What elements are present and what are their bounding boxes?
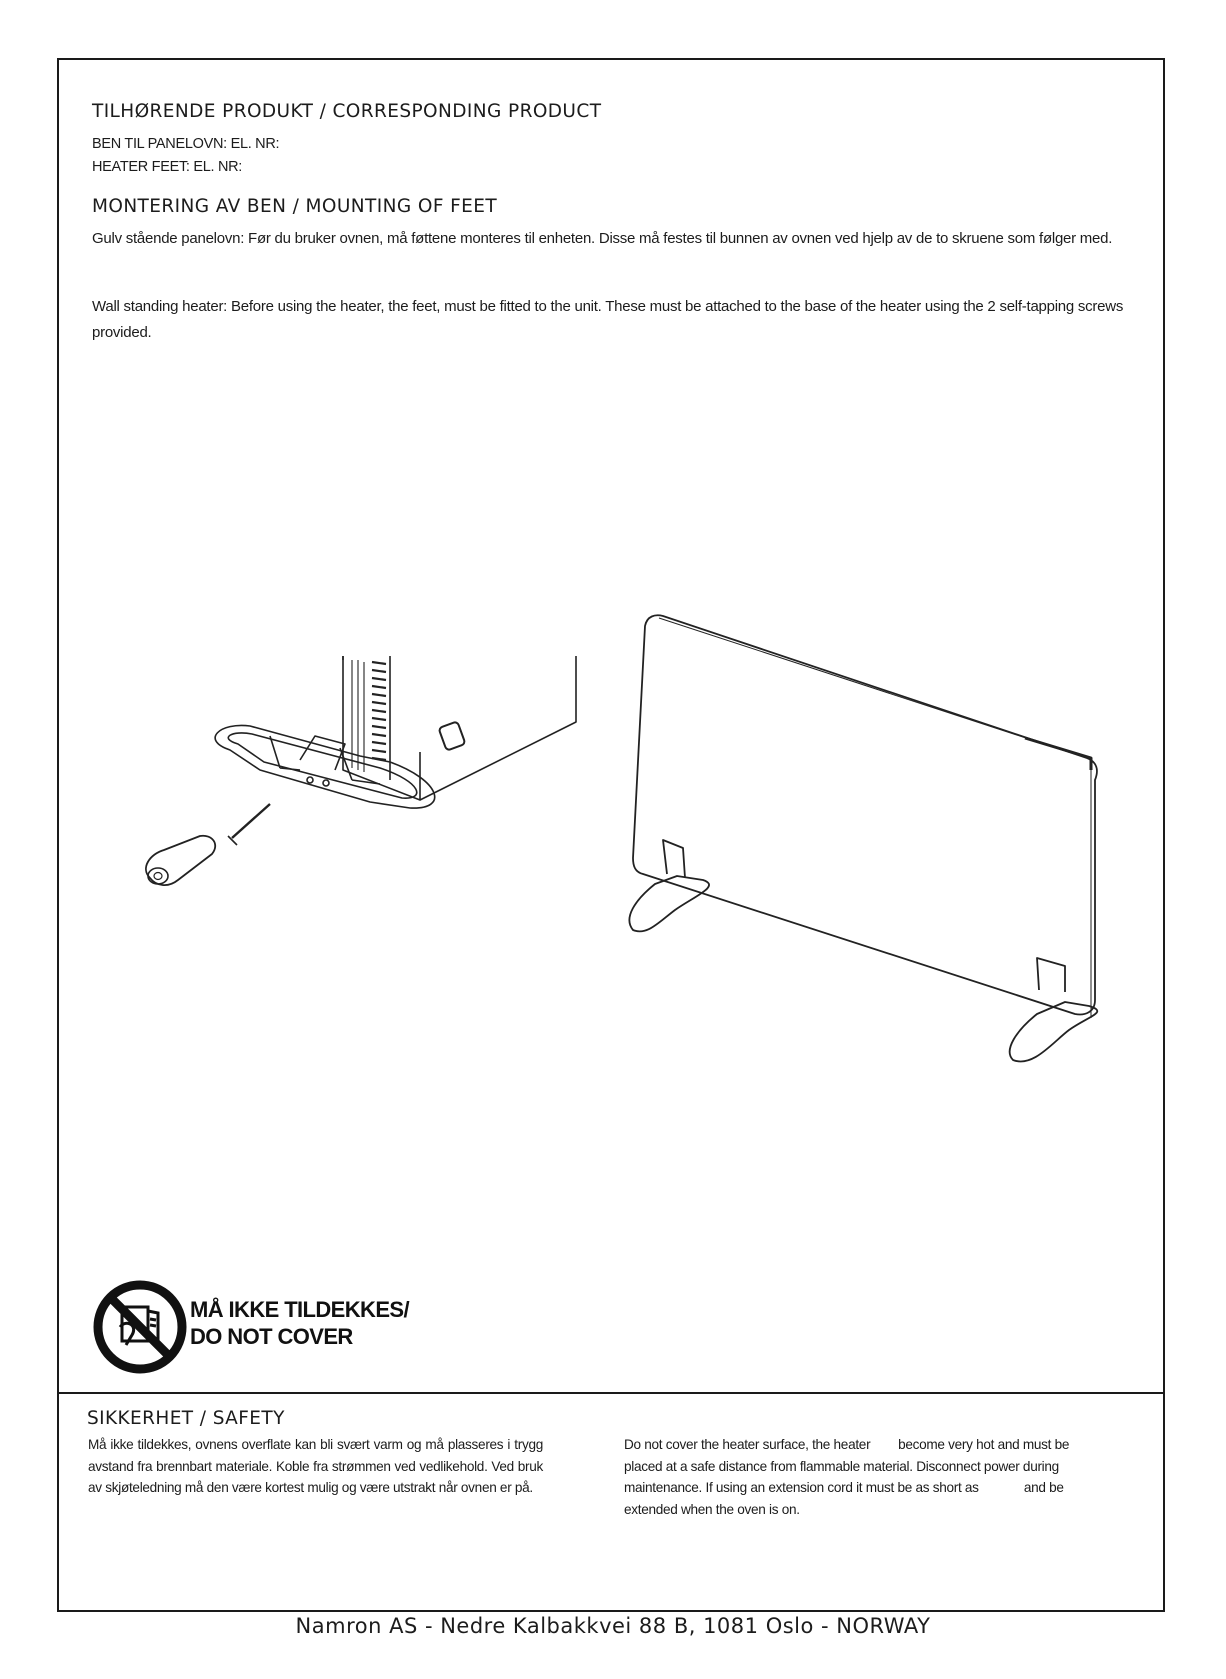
do-not-cover-icon [92, 1279, 188, 1375]
do-not-cover-line-no: MÅ IKKE TILDEKKES/ [190, 1297, 409, 1322]
safety-text-no: Må ikke tildekkes, ovnens overflate kan bli svært varm og må plasseres i trygg avstand fra brennbart materiale. Koble fra strømmen ved vedlikehold. Ved bruk av skjøteledning må den være kortest mulig og være utstrakt når ovnen er på. [88, 1437, 543, 1495]
mounting-text-en: Wall standing heater: Before using the heater, the feet, must be fitted to the unit. These must be attached to the base of the heater using the 2 self-tapping screws provided. [92, 298, 1124, 341]
feet-el-nr-no: BEN TIL PANELOVN: EL. NR: [92, 136, 280, 152]
foot-mounting-illustration [140, 640, 600, 960]
do-not-cover-line-en: DO NOT COVER [190, 1324, 353, 1349]
mounting-text-no: Gulv stående panelovn: Før du bruker ovnen, må føttene monteres til enheten. Disse må festes til bunnen av ovnen ved hjelp av de to skruene som følger med. [92, 230, 1113, 247]
feet-el-nr-en: HEATER FEET: EL. NR: [92, 159, 243, 175]
assembled-heater-illustration [625, 610, 1115, 1080]
safety-heading: SIKKERHET / SAFETY [87, 1408, 285, 1429]
mounting-heading: MONTERING AV BEN / MOUNTING OF FEET [92, 196, 498, 217]
safety-text-en: Do not cover the heater surface, the heater become very hot and must be placed at a safe distance from flammable material. Disconnect power during maintenance. If using an extension cord it must be as short as and be extended when the oven is on. [624, 1437, 1073, 1517]
corresponding-product-heading: TILHØRENDE PRODUKT / CORRESPONDING PRODUCT [92, 101, 602, 122]
section-divider [57, 1392, 1165, 1394]
footer-address: Namron AS - Nedre Kalbakkvei 88 B, 1081 Oslo - NORWAY [295, 1614, 931, 1638]
do-not-cover-label [190, 1296, 409, 1350]
